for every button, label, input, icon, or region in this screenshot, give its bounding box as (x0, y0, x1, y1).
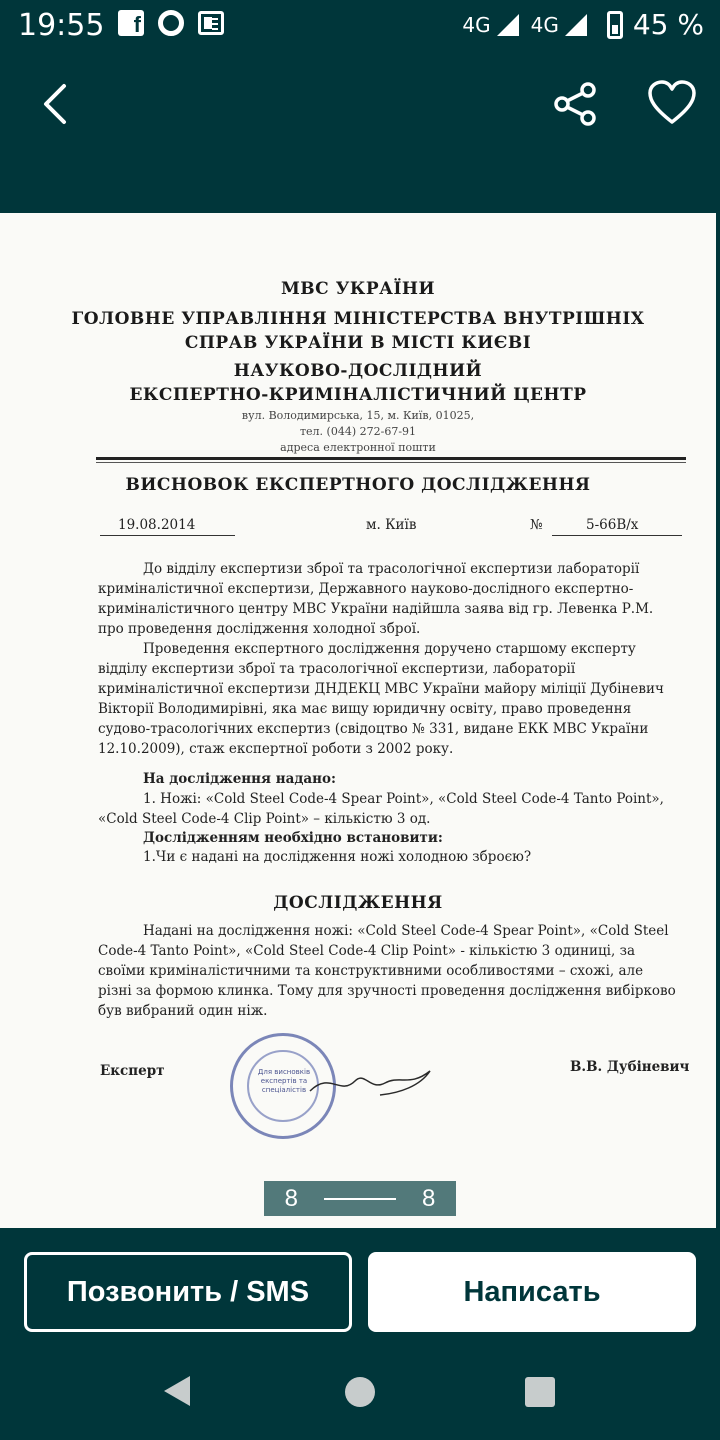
doc-address: вул. Володимирська, 15, м. Київ, 01025, (241, 409, 475, 422)
system-icons (462, 8, 704, 41)
network-type-2: 4G (530, 12, 559, 37)
doc-p3-line: різні за формою клинка. Тому для зручності проведення дослідження вибірково (98, 983, 676, 999)
document-image[interactable] (0, 213, 716, 1228)
battery-percent: 45 % (632, 8, 704, 41)
nav-back-icon[interactable] (164, 1376, 190, 1406)
status-bar (0, 0, 720, 52)
doc-p2-line: Проведення експертного дослідження доручено старшому експерту (143, 641, 636, 657)
nav-recents-icon[interactable] (525, 1377, 555, 1407)
doc-p2-line: криміналістичної експертизи ДНДЕКЦ МВС України майору міліції Дубіневич (98, 681, 664, 697)
doc-date-underline (100, 535, 235, 536)
signal-icon (497, 14, 519, 36)
doc-number-underline (552, 535, 682, 536)
doc-task: 1.Чи є надані на дослідження ножі холодною зброєю? (143, 849, 532, 865)
call-sms-button[interactable]: Позвонить / SMS (24, 1252, 352, 1332)
doc-expert-label: Експерт (100, 1063, 165, 1079)
status-time: 19:55 (18, 8, 105, 43)
doc-task-heading: Дослідженням необхідно встановити: (143, 830, 443, 846)
doc-date: 19.08.2014 (118, 517, 196, 533)
doc-submitted-line: 1. Ножі: «Cold Steel Code-4 Spear Point», «Cold Steel Code-4 Tanto Point», (143, 791, 664, 807)
network-type-1: 4G (462, 12, 491, 37)
pager-current: 8 (284, 1184, 298, 1212)
image-pager (264, 1181, 456, 1216)
back-button[interactable] (34, 80, 82, 128)
doc-rule (96, 457, 686, 460)
news-icon (198, 11, 224, 35)
doc-rule-thin (96, 462, 686, 463)
battery-icon (607, 11, 623, 39)
stamp-text: Для висновків експертів та спеціалістів (257, 1068, 311, 1094)
doc-header-5: ЕКСПЕРТНО-КРИМІНАЛІСТИЧНИЙ ЦЕНТР (129, 385, 587, 405)
doc-p2-line: судово-трасологічних експертиз (свідоцтво № 331, видане ЕКК МВС України (98, 721, 649, 737)
nav-home-icon[interactable] (345, 1377, 375, 1407)
doc-p3-line: Code-4 Tanto Point», «Cold Steel Code-4 Clip Point» - кількістю 3 одиниці, за (98, 943, 635, 959)
signature-icon (300, 1051, 450, 1111)
doc-p2-line: відділу експертизи зброї та трасологічної експертизи, лабораторії (98, 661, 576, 677)
favorite-button[interactable] (646, 78, 698, 130)
app-bar (0, 52, 720, 162)
doc-number: 5-66В/х (586, 517, 639, 533)
doc-city: м. Київ (366, 517, 417, 533)
doc-phone: тел. (044) 272-67-91 (299, 425, 417, 438)
doc-p3-line: був вибраний один ніж. (98, 1003, 268, 1019)
doc-expert-name: В.В. Дубіневич (570, 1059, 690, 1075)
pager-divider (324, 1198, 396, 1200)
doc-header-2: ГОЛОВНЕ УПРАВЛІННЯ МІНІСТЕРСТВА ВНУТРІШНІХ (71, 309, 645, 329)
doc-header-4: НАУКОВО-ДОСЛІДНИЙ (233, 361, 483, 381)
signal-icon (565, 14, 587, 36)
doc-p2-line: 12.10.2009), стаж експертної роботи з 2002 року. (98, 741, 454, 757)
share-button[interactable] (552, 80, 600, 128)
doc-number-label: № (530, 517, 543, 533)
write-message-button[interactable]: Написать (368, 1252, 696, 1332)
doc-email: адреса електронної пошти (280, 441, 436, 454)
doc-p1-line: криміналістичної експертизи, Державного науково-дослідного експертно- (98, 581, 634, 597)
pager-total: 8 (422, 1184, 436, 1212)
doc-submitted-heading: На дослідження надано: (143, 771, 336, 787)
opera-icon (158, 10, 184, 36)
doc-title: ВИСНОВОК ЕКСПЕРТНОГО ДОСЛІДЖЕННЯ (125, 475, 591, 495)
doc-p3-line: Надані на дослідження ножі: «Cold Steel Code-4 Spear Point», «Cold Steel (143, 923, 669, 939)
share-icon (552, 80, 600, 128)
doc-header-3: СПРАВ УКРАЇНИ В МІСТІ КИЄВІ (184, 333, 532, 353)
facebook-icon: f (118, 10, 144, 36)
doc-p1-line: До відділу експертизи зброї та трасологічної експертизи лабораторії (143, 561, 640, 577)
doc-p2-line: Вікторії Володимирівні, яка має вищу юридичну освіту, право проведення (98, 701, 632, 717)
doc-p3-line: своїми криміналістичними та конструктивними особливостями – схожі, але (98, 963, 644, 979)
doc-p1-line: криміналістичного центру МВС України надійшла заява від гр. Левенка Р.М. (98, 601, 654, 617)
doc-p1-line: про проведення дослідження холодної зброї. (98, 621, 421, 637)
doc-header-1: МВС УКРАЇНИ (280, 279, 436, 299)
doc-submitted-line: «Cold Steel Code-4 Clip Point» – кількістю 3 од. (98, 811, 431, 827)
arrow-back-icon (34, 80, 82, 128)
heart-outline-icon (646, 78, 698, 130)
notification-icons (118, 10, 224, 36)
doc-section-title: ДОСЛІДЖЕННЯ (273, 893, 443, 913)
